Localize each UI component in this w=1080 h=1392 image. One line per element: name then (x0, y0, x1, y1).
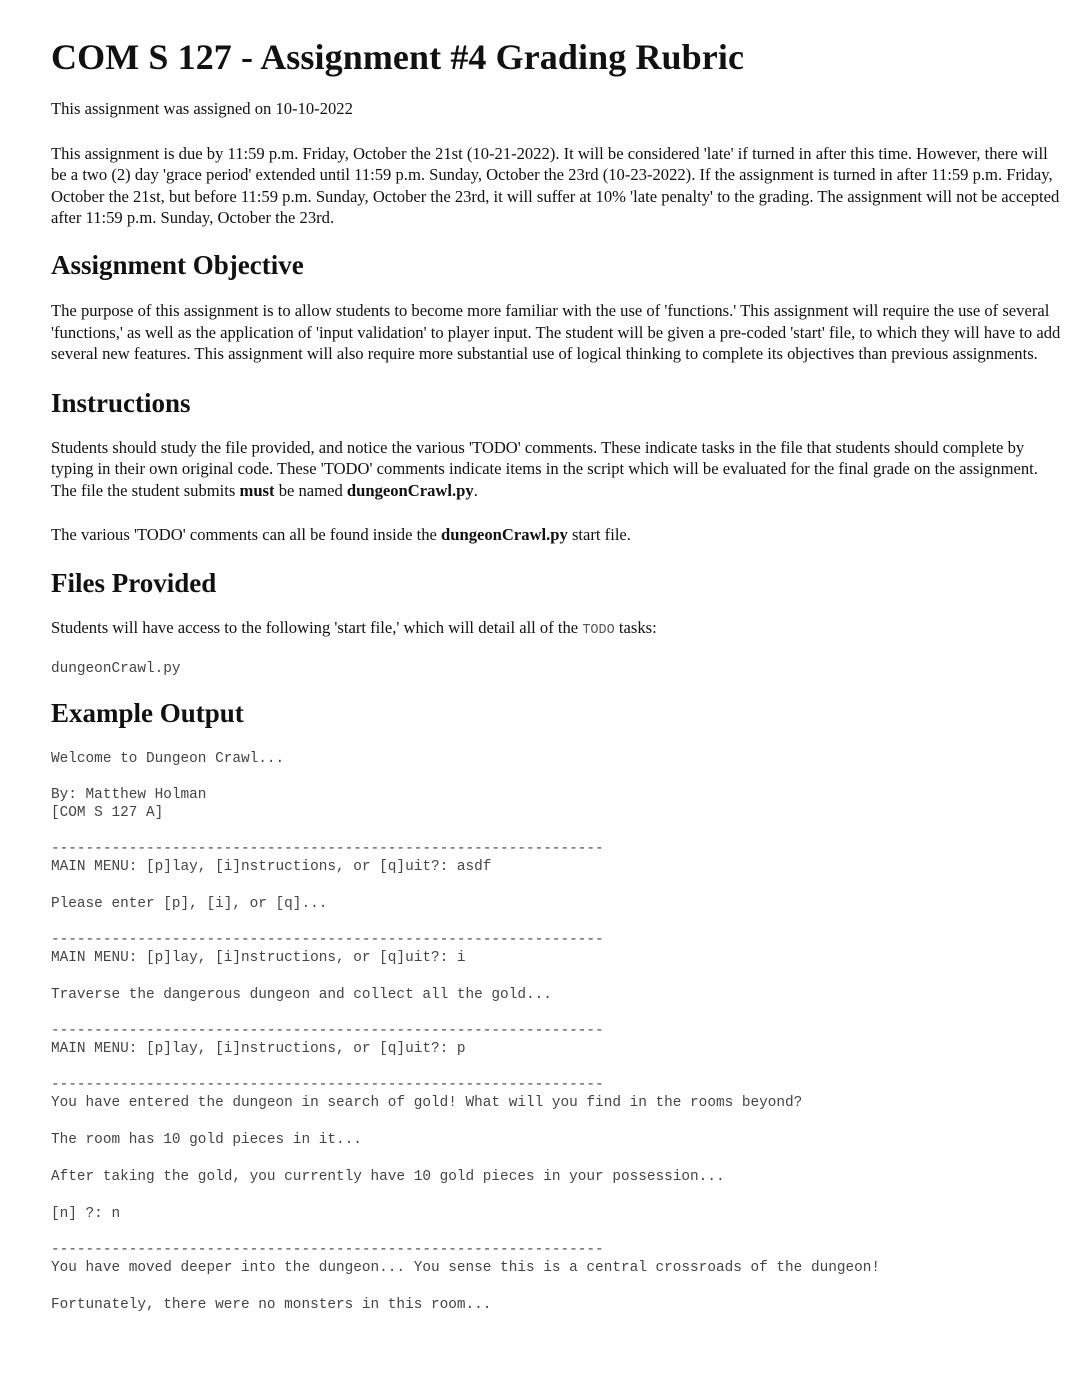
separator-line: ---------------------------------------------------------------- (51, 1022, 604, 1039)
page-title: COM S 127 - Assignment #4 Grading Rubric (51, 37, 745, 77)
instructions-output-line: Traverse the dangerous dungeon and collect all the gold... (51, 986, 552, 1003)
todo-code: TODO (582, 623, 615, 639)
invalid-input-line: Please enter [p], [i], or [q]... (51, 895, 328, 912)
instructions-text-end: . (473, 480, 478, 500)
files-text-end: tasks: (614, 618, 657, 638)
deeper-dungeon-line: You have moved deeper into the dungeon... You sense this is a central crossroads of the dungeon! (51, 1259, 881, 1276)
instructions-text-mid: be named (274, 480, 347, 500)
menu-line: MAIN MENU: [p]lay, [i]nstructions, or [q]uit?: asdf (51, 858, 492, 875)
todo-location-text-end: start file. (567, 524, 631, 544)
objective-paragraph: The purpose of this assignment is to allow students to become more familiar with the use of 'functions.' This assignment will require the use of several 'functions,' as well as the application of 'input validation' to player input. The student will be given a pre-coded 'start' file, to which they will have to add several new features. This assignment will also require more substantial use of logical thinking to complete its objectives than previous assignments. (51, 300, 1061, 364)
files-paragraph (51, 617, 1066, 642)
example-output-heading: Example Output (51, 697, 244, 728)
menu-line: MAIN MENU: [p]lay, [i]nstructions, or [q]uit?: p (51, 1040, 466, 1057)
provided-file-name: dungeonCrawl.py (51, 660, 181, 677)
files-text: Students will have access to the following 'start file,' which will detail all of the (51, 618, 583, 638)
files-heading: Files Provided (51, 568, 217, 599)
separator-line: ---------------------------------------------------------------- (51, 1076, 604, 1093)
move-prompt-line: [n] ?: n (51, 1205, 121, 1222)
todo-location-text: The various 'TODO' comments can all be found inside the (51, 524, 442, 544)
todo-location-paragraph (51, 524, 1066, 546)
must-emphasis: must (239, 480, 275, 500)
instructions-paragraph (51, 437, 1066, 502)
separator-line: ---------------------------------------------------------------- (51, 840, 604, 857)
author-line: By: Matthew Holman (51, 786, 207, 803)
due-date-paragraph: This assignment is due by 11:59 p.m. Friday, October the 21st (10-21-2022). It will be considered 'late' if turned in after this time. However, there will be a two (2) day 'grace period' extended until 11:59 p.m. Sunday, October the 23rd (10-23-2022). If the assignment is turned in after 11:59 p.m. Friday, October the 21st, but before 11:59 p.m. Sunday, October the 23rd, it will suffer at 10% 'late penalty' to the grading. The assignment will not be accepted after 11:59 p.m. Sunday, October the 23rd. (51, 143, 1060, 228)
course-line: [COM S 127 A] (51, 804, 164, 821)
objective-heading: Assignment Objective (51, 249, 304, 280)
entered-dungeon-line: You have entered the dungeon in search of gold! What will you find in the rooms beyond? (51, 1094, 803, 1111)
instructions-text: Students should study the file provided, and notice the various 'TODO' comments. These indicate tasks in the file that students should complete by typing in their own original code. These 'TODO' comments indicate items in the script which will be evaluated for the final grade on the assignment. The file the student submits (51, 437, 1038, 500)
gold-possession-line: After taking the gold, you currently have 10 gold pieces in your possession... (51, 1168, 725, 1185)
welcome-line: Welcome to Dungeon Crawl... (51, 750, 285, 767)
required-filename: dungeonCrawl.py (346, 480, 474, 500)
example-output-block (51, 750, 1066, 1314)
assigned-date-text: This assignment was assigned on 10-10-2022 (51, 99, 353, 118)
separator-line: ---------------------------------------------------------------- (51, 1241, 604, 1258)
instructions-heading: Instructions (51, 387, 191, 418)
no-monsters-line: Fortunately, there were no monsters in this room... (51, 1296, 492, 1313)
menu-line: MAIN MENU: [p]lay, [i]nstructions, or [q]uit?: i (51, 949, 466, 966)
separator-line: ---------------------------------------------------------------- (51, 931, 604, 948)
start-filename: dungeonCrawl.py (441, 524, 568, 544)
room-gold-line: The room has 10 gold pieces in it... (51, 1131, 362, 1148)
